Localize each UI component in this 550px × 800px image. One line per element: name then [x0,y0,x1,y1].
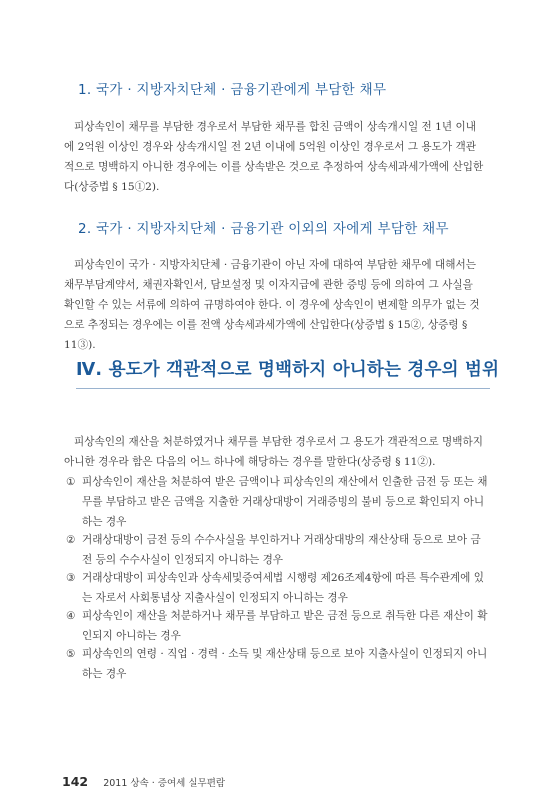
chapter-heading: Ⅳ. 용도가 객관적으로 명백하지 아니하는 경우의 범위 [76,360,500,380]
list-item [66,472,490,532]
list-item [66,606,490,646]
book-title: 2011 상속 · 증여세 실무편람 [103,778,226,789]
section-1-text: 피상속인이 채무를 부담한 경우로서 부담한 채무를 합친 금액이 상속개시일 전 1년 이내에 2억원 이상인 경우와 상속개시일 전 2년 이내에 5억원 이상인 경우로서 그 용도가 객관적으로 명백하지 아니한 경우에는 이를 상속받은 것으로 추정하여 상속세과세가액에 산입한다(상증법 § 15①2). [64,121,484,193]
list-item-text: 피상속인이 재산을 처분하거나 채무를 부담하고 받은 금전 등으로 취득한 다른 재산이 확인되지 아니하는 경우 [82,610,488,642]
list-item-text: 피상속인이 재산을 처분하여 받은 금액이나 피상속인의 재산에서 인출한 금전 등 또는 채무를 부담하고 받은 금액을 지출한 거래상대방이 거래증빙의 불비 등으로 확인되지 아니하는 경우 [82,476,488,528]
list-item [66,644,490,684]
list-item-number: ④ [66,610,76,622]
list-item-text: 피상속인의 연령 · 직업 · 경력 · 소득 및 재산상태 등으로 보아 지출사실이 인정되지 아니하는 경우 [82,648,488,680]
section-1-heading: 1. 국가 · 지방자치단체 · 금융기관에게 부담한 채무 [78,82,387,98]
list-item-number: ⑤ [66,648,76,660]
page-footer [62,771,225,790]
section-1-body [64,117,484,197]
list-item-text: 거래상대방이 피상속인과 상속세및증여세법 시행령 제26조제4항에 따른 특수관계에 있는 자로서 사회통념상 지출사실이 인정되지 아니하는 경우 [82,572,484,604]
list-item [66,530,490,570]
list-item-number: ② [66,534,76,546]
list-item-text: 거래상대방이 금전 등의 수수사실을 부인하거나 거래상대방의 재산상태 등으로 보아 금전 등의 수수사실이 인정되지 아니하는 경우 [82,534,481,566]
page-number: 142 [62,774,89,789]
section-2-text: 피상속인이 국가 · 지방자치단체 · 금융기관이 아닌 자에 대하여 부담한 채무에 대해서는 채무부담계약서, 채권자확인서, 담보설정 및 이자지급에 관한 증빙 등에 의하여 그 사실을 확인할 수 있는 서류에 의하여 규명하여야 한다. 이 경우에 상속인이 변제할 의무가 없는 것으로 추정되는 경우에는 이를 전액 상속세과세가액에 산입한다(상증법 § 15②, 상증령 § 11③). [64,259,480,351]
list-item-number: ① [66,476,76,488]
chapter-heading-rule [76,388,490,389]
list-item [66,568,490,608]
chapter-intro [64,432,484,472]
section-2-heading: 2. 국가 · 지방자치단체 · 금융기관 이외의 자에게 부담한 채무 [78,221,449,237]
list-item-number: ③ [66,572,76,584]
chapter-intro-text: 피상속인의 재산을 처분하였거나 채무를 부담한 경우로서 그 용도가 객관적으로 명백하지 아니한 경우라 함은 다음의 어느 하나에 해당하는 경우를 말한다(상증령 § 11②). [64,436,483,468]
section-2-body [64,255,484,355]
